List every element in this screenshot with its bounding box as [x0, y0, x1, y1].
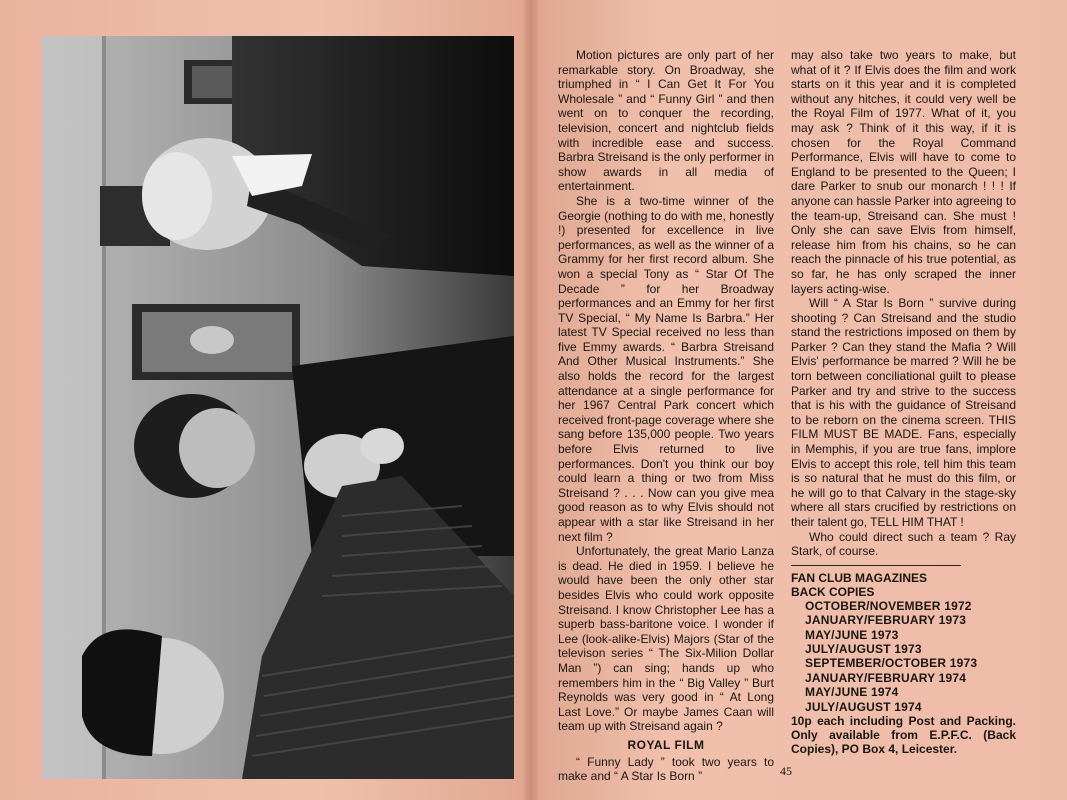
divider-rule: [791, 565, 961, 566]
paragraph: Motion pictures are only part of her remarkable story. On Broadway, she triumphed in “ I Can Get It For You Wholesale ” and “ Funny Girl ” and then went on to conquer the recording, television, concert and nightclub fields with incredible ease and success. Barbra Streisand is the only performer in show awards in all media of entertainment.: [558, 48, 774, 194]
back-issue: JULY/AUGUST 1974: [805, 699, 922, 714]
text-column-1: [558, 48, 774, 784]
fan-club-ordering-info: 10p each including Post and Packing. Only available from E.P.F.C. (Back Copies), PO Box 4, Leicester.: [791, 714, 1016, 757]
paragraph: Will “ A Star Is Born ” survive during shooting ? Can Streisand and the studio stand the restrictions imposed on them by Parker ? Can they stand the Mafia ? Will Elvis' performance be marred ? Will he be torn between conciliational guilt to please Parker and try and strive to the success that is his with the guidance of Streisand to be reborn on the cinema screen. THIS FILM MUST BE MADE. Fans, especially in Memphis, if you are true fans, implore Elvis to accept this role, tell him this team is so natural that he must do this film, or he will go to that Calvary in the stage-sky where all stars crucified by restrictions on their talent go, TELL HIM THAT !: [791, 296, 1016, 529]
fan-club-title: FAN CLUB MAGAZINES: [791, 570, 927, 585]
paragraph: may also take two years to make, but what of it ? If Elvis does the film and work starts on it this year and it is completed without any hitches, it could very well be the Royal Film of 1977. What of it, you may ask ? Think of it this way, if it is chosen for the Royal Command Performance, Elvis will have to come to England to be presented to the Queen; I dare Parker to snub our monarch ! ! ! If anyone can hassle Parker into agreeing to the team-up, Streisand can. She must ! Only she can save Elvis from himself, release him from his chains, so he can reach the pinnacle of his true potential, as so far, he has only scraped the inner layers acting-wise.: [791, 48, 1016, 296]
back-issue: OCTOBER/NOVEMBER 1972: [805, 598, 972, 613]
photo-illustration: [42, 36, 514, 779]
back-issue: JANUARY/FEBRUARY 1974: [805, 670, 967, 685]
back-issue: MAY/JUNE 1974: [805, 685, 899, 700]
fan-club-subtitle: BACK COPIES: [791, 584, 875, 599]
back-issues-list: [791, 599, 1016, 714]
page-number: 45: [780, 764, 792, 778]
back-issue: SEPTEMBER/OCTOBER 1973: [805, 656, 978, 671]
paragraph: Who could direct such a team ? Ray Stark, of course.: [791, 529, 1016, 559]
film-still-photo: [42, 36, 514, 779]
text-column-2: [791, 48, 1016, 756]
section-heading: ROYAL FILM: [627, 737, 705, 752]
paragraph: “ Funny Lady ” took two years to make and “ A Star Is Born ”: [558, 754, 774, 784]
fan-club-box: [791, 571, 1016, 756]
page-gutter: [524, 0, 538, 800]
paragraph: Unfortunately, the great Mario Lanza is dead. He died in 1959. I believe he would have been the only other star besides Elvis who could work opposite Streisand. I know Christopher Lee has a superb bass-baritone voice. I wonder if Lee (look-alike-Elvis) Majors (Star of the televison series “ The Six-Milion Dollar Man ”) can sing; hands up who remembers him in the “ Big Valley ” Burt Reynolds was very good in “ At Long Last Love.” Or maybe James Caan will team up with Streisand again ?: [558, 544, 774, 734]
back-issue: JANUARY/FEBRUARY 1973: [805, 613, 967, 628]
paragraph: She is a two-time winner of the Georgie (nothing to do with me, honestly !) presented for excellence in live performances, as well as the winner of a Grammy for her first record album. She won a special Tony as “ Star Of The Decade ” for her Broadway performances and an Emmy for her first TV Special, “ My Name Is Barbra.” Her latest TV Special received no less than five Emmy awards. “ Barbra Streisand And Other Musical Instruments.” She also holds the record for the largest attendance at a single performance for her 1967 Central Park concert which received front-page coverage where she sang before 135,000 people. Two years before Elvis returned to live performances. Don't you think our boy could learn a thing or two from Miss Streisand ? . . . Now can you give mea good reason as to why Elvis should not appear with a star like Streisand in her next film ?: [558, 193, 774, 544]
back-issue: JULY/AUGUST 1973: [805, 642, 922, 656]
back-issue: MAY/JUNE 1973: [805, 627, 899, 642]
